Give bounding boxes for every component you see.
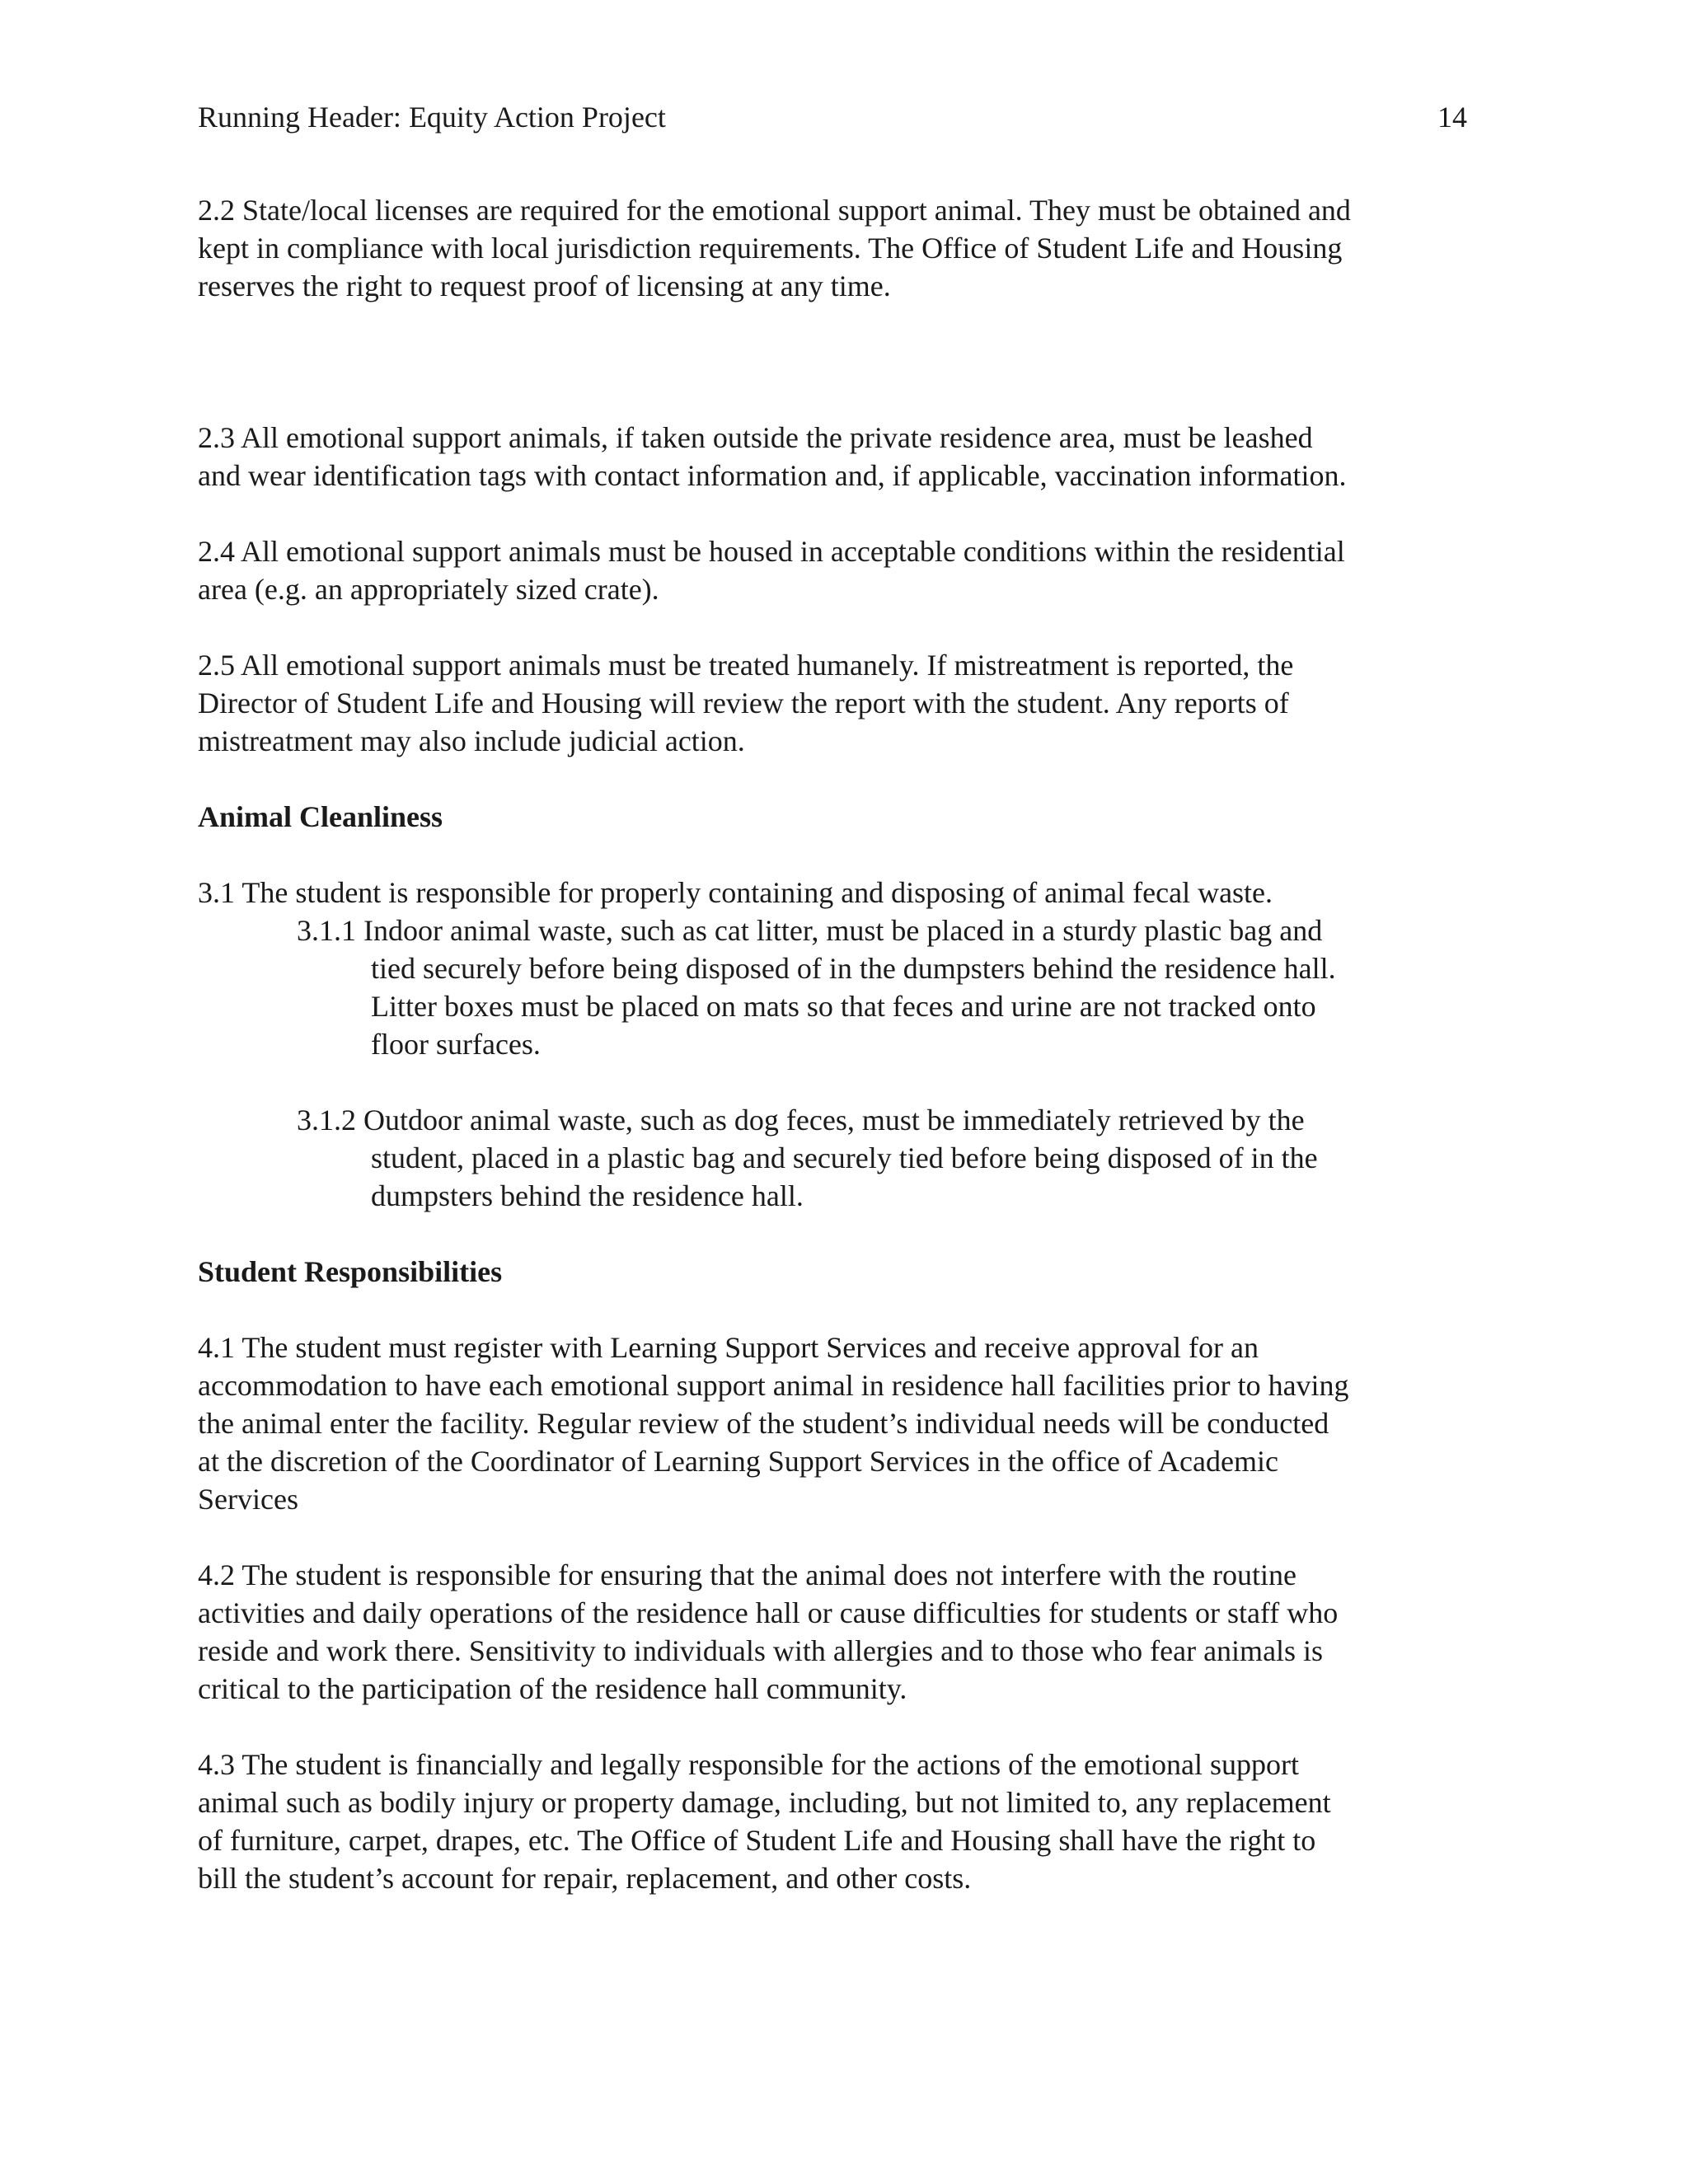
paragraph-3-1-1: 3.1.1 Indoor animal waste, such as cat litter, must be placed in a sturdy plastic bag and tied securely before being disposed of in the dumpsters behind the residence hall. Litter boxes must be placed on mats so that feces and urine are not tracked onto floor surfaces. xyxy=(297,914,1336,1061)
paragraph-3-1-2: 3.1.2 Outdoor animal waste, such as dog feces, must be immediately retrieved by the student, placed in a plastic bag and securely tied before being disposed of in the dumpsters behind the residence hall. xyxy=(297,1104,1318,1212)
paragraph-2-4: 2.4 All emotional support animals must be housed in acceptable conditions within the residential area (e.g. an appropriately sized crate). xyxy=(198,535,1345,606)
running-header-title: Running Header: Equity Action Project xyxy=(198,101,666,134)
page-number: 14 xyxy=(1437,101,1467,134)
paragraph-3-1: 3.1 The student is responsible for properly containing and disposing of animal fecal waste. xyxy=(198,876,1273,909)
document-body xyxy=(198,191,1480,1897)
section-heading-animal-cleanliness: Animal Cleanliness xyxy=(198,800,443,833)
paragraph-4-1: 4.1 The student must register with Learning Support Services and receive approval for an accommodation to have each emotional support animal in residence hall facilities prior to having the animal enter the facility. Regular review of the student’s individual needs will be conducted at the discretion of the Coordinator of Learning Support Services in the office of Academic Services xyxy=(198,1331,1349,1516)
paragraph-2-5: 2.5 All emotional support animals must be treated humanely. If mistreatment is reported, the Director of Student Life and Housing will review the report with the student. Any reports of mistreatment may also include judicial action. xyxy=(198,649,1294,757)
section-heading-student-responsibilities: Student Responsibilities xyxy=(198,1255,503,1288)
paragraph-2-3: 2.3 All emotional support animals, if taken outside the private residence area, must be leashed and wear identification tags with contact information and, if applicable, vaccination information. xyxy=(198,421,1347,492)
running-header xyxy=(198,96,1467,138)
paragraph-2-2: 2.2 State/local licenses are required for the emotional support animal. They must be obtained and kept in compliance with local jurisdiction requirements. The Office of Student Life and Housing reserves the right to request proof of licensing at any time. xyxy=(198,194,1351,302)
paragraph-4-2: 4.2 The student is responsible for ensuring that the animal does not interfere with the routine activities and daily operations of the residence hall or cause difficulties for students or staff who reside and work there. Sensitivity to individuals with allergies and to those who fear animals is critical to the participation of the residence hall community. xyxy=(198,1558,1339,1705)
paragraph-4-3: 4.3 The student is financially and legally responsible for the actions of the emotional support animal such as bodily injury or property damage, including, but not limited to, any replacement of furniture, carpet, drapes, etc. The Office of Student Life and Housing shall have the right to bill the student’s account for repair, replacement, and other costs. xyxy=(198,1748,1331,1895)
